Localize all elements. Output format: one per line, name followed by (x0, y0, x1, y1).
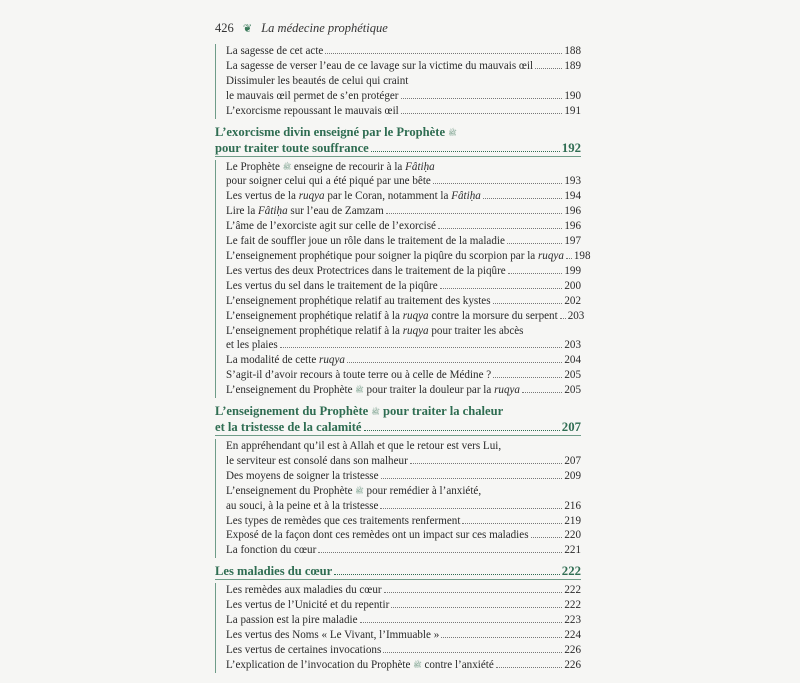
toc-entry (215, 613, 581, 628)
entry-text: Le Prophète ﷺ enseigne de recourir à la Fâtiḥa (226, 160, 435, 173)
dot-leader (410, 463, 563, 464)
toc-entry (215, 44, 581, 59)
honorific-symbol: ﷺ (355, 486, 364, 495)
dot-leader (381, 478, 563, 479)
entry-text: Les vertus des Noms « Le Vivant, l’Immuable » (226, 629, 440, 641)
entry-text: Les vertus de la ruqya par le Coran, notamment la Fâtiḥa (226, 190, 481, 203)
toc-entry (215, 598, 581, 613)
entry-page-number: 207 (564, 454, 581, 467)
entry-page-number: 200 (564, 279, 581, 292)
section-page-number: 207 (561, 420, 581, 435)
honorific-symbol: ﷺ (355, 386, 364, 395)
section-title-line: et la tristesse de la calamité (215, 420, 362, 435)
entry-text: Exposé de la façon dont ces remèdes ont un impact sur ces maladies (226, 529, 529, 542)
entry-text: L’exorcisme repoussant le mauvais œil (226, 104, 399, 117)
dot-leader (386, 213, 563, 214)
dot-leader (433, 183, 563, 184)
entry-page-number: 222 (564, 584, 581, 597)
toc-entry (215, 658, 581, 673)
entry-text: L’enseignement prophétique relatif à la ruqya contre la morsure du serpent (226, 309, 558, 322)
entry-text: La sagesse de verser l’eau de ce lavage sur la victime du mauvais œil (226, 59, 534, 72)
entry-text: En appréhendant qu’il est à Allah et que le retour est vers Lui, (226, 440, 502, 453)
entry-page-number: 205 (564, 384, 581, 397)
dot-leader (318, 552, 562, 553)
dot-leader (493, 303, 563, 304)
dot-leader (325, 53, 562, 54)
dot-leader (280, 347, 563, 348)
entry-text: La modalité de cette ruqya (226, 354, 345, 367)
toc-entry (215, 383, 581, 398)
entry-text: Des moyens de soigner la tristesse (226, 469, 379, 482)
entry-text: le serviteur est consolé dans son malheur (226, 454, 408, 467)
dot-leader (440, 288, 563, 289)
toc-entry (215, 294, 581, 309)
section-title-line: Les maladies du cœur (215, 564, 333, 579)
entry-text: L’âme de l’exorciste agit sur celle de l’exorcisé (226, 220, 436, 233)
section-page-number: 192 (561, 140, 581, 155)
entry-page-number: 205 (564, 369, 581, 382)
toc-entry (215, 643, 581, 658)
toc-entry (215, 353, 581, 368)
dot-leader (531, 537, 563, 538)
entry-text: L’enseignement prophétique pour soigner la piqûre du scorpion par la ruqya (226, 249, 564, 262)
page-number: 426 (215, 21, 234, 35)
entry-page-number: 221 (564, 544, 581, 557)
section-title-line: pour traiter toute souffrance (215, 140, 369, 155)
dot-leader (391, 607, 562, 608)
toc-entry (215, 368, 581, 383)
dot-leader (462, 523, 562, 524)
honorific-symbol: ﷺ (282, 162, 292, 171)
dot-leader (347, 362, 562, 363)
toc-entry (215, 279, 581, 294)
honorific-symbol: ﷺ (448, 128, 457, 137)
entry-text: au souci, à la peine et à la tristesse (226, 499, 379, 512)
toc-entry (215, 528, 581, 543)
toc-entry (215, 59, 581, 74)
dot-leader (360, 622, 563, 623)
toc-entry (215, 583, 581, 598)
entry-text: pour soigner celui qui a été piqué par une bête (226, 175, 431, 188)
dot-leader (496, 667, 563, 668)
honorific-symbol: ﷺ (371, 408, 380, 417)
dot-leader (383, 652, 562, 653)
entry-page-number: 209 (564, 469, 581, 482)
entry-page-number: 202 (564, 294, 581, 307)
entry-page-number: 190 (564, 89, 581, 102)
section-title-line: L’exorcisme divin enseigné par le Prophète ﷺ (215, 124, 457, 139)
toc-entry (215, 104, 581, 119)
section-title-line: L’enseignement du Prophète ﷺ pour traiter la chaleur (215, 404, 504, 419)
dot-leader (535, 68, 562, 69)
entry-text: Lire la Fâtiḥa sur l’eau de Zamzam (226, 205, 384, 218)
entry-text: L’enseignement du Prophète ﷺ pour remédier à l’anxiété, (226, 484, 482, 497)
entry-text: Le fait de souffler joue un rôle dans le traitement de la maladie (226, 235, 505, 248)
dot-leader (441, 637, 562, 638)
entry-text: Les vertus du sel dans le traitement de la piqûre (226, 279, 438, 292)
entry-page-number: 199 (564, 264, 581, 277)
dot-leader (438, 228, 562, 229)
toc-entry (215, 628, 581, 643)
entry-page-number: 198 (573, 249, 591, 262)
dot-leader (522, 392, 562, 393)
toc-entry (215, 219, 581, 234)
toc-entry (215, 234, 581, 249)
dot-leader (384, 592, 563, 593)
dot-leader (334, 574, 560, 575)
entry-text: La fonction du cœur (226, 544, 317, 557)
entry-page-number: 223 (564, 614, 581, 627)
section-heading (215, 564, 581, 580)
section-page-number: 222 (561, 564, 581, 579)
entry-text: La sagesse de cet acte (226, 45, 324, 57)
ornament-icon: ❦ (242, 23, 253, 35)
entry-page-number: 216 (564, 499, 581, 512)
dot-leader (566, 258, 572, 259)
entry-text: L’enseignement prophétique relatif à la ruqya pour traiter les abcès (226, 324, 524, 337)
entry-text: La passion est la pire maladie (226, 614, 358, 627)
entry-page-number: 203 (564, 339, 581, 352)
entry-page-number: 197 (564, 235, 581, 248)
toc-entry (215, 514, 581, 529)
entry-text: Les vertus des deux Protectrices dans le traitement de la piqûre (226, 264, 506, 277)
entry-text: Les vertus de l’Unicité et du repentir (226, 599, 390, 612)
entry-page-number: 196 (564, 220, 581, 233)
entry-page-number: 224 (564, 629, 581, 641)
entry-text: le mauvais œil permet de s’en protéger (226, 89, 399, 102)
entry-page-number: 189 (564, 59, 581, 72)
toc-entry (215, 189, 581, 204)
entry-page-number: 220 (564, 529, 581, 542)
toc-entry (215, 484, 581, 514)
toc-entry (215, 324, 581, 354)
dot-leader (560, 318, 566, 319)
toc-entry (215, 543, 581, 558)
entry-page-number: 219 (564, 514, 581, 527)
entry-text: Dissimuler les beautés de celui qui craint (226, 74, 409, 87)
entry-page-number: 188 (564, 45, 581, 57)
entry-text: Les remèdes aux maladies du cœur (226, 584, 382, 597)
dot-leader (483, 198, 563, 199)
section-heading (215, 404, 581, 436)
entry-text: L’enseignement du Prophète ﷺ pour traiter la douleur par la ruqya (226, 384, 520, 397)
entry-page-number: 193 (564, 175, 581, 188)
toc-entry (215, 74, 581, 104)
entry-page-number: 194 (564, 190, 581, 203)
entry-text: et les plaies (226, 339, 278, 352)
entry-text: Les types de remèdes que ces traitements renferment (226, 514, 461, 527)
book-title: La médecine prophétique (261, 21, 388, 35)
entry-text: S’agit-il d’avoir recours à toute terre ou à celle de Médine ? (226, 369, 492, 382)
entry-text: Les vertus de certaines invocations (226, 643, 382, 656)
toc-entry (215, 160, 581, 190)
toc-entry (215, 309, 585, 324)
entry-text: L’enseignement prophétique relatif au traitement des kystes (226, 294, 491, 307)
section-heading (215, 125, 581, 157)
honorific-symbol: ﷺ (413, 660, 422, 669)
toc-entry (215, 439, 581, 469)
entry-page-number: 222 (564, 599, 581, 612)
entry-page-number: 204 (564, 354, 581, 367)
toc-entry (215, 204, 581, 219)
dot-leader (401, 113, 563, 114)
dot-leader (371, 151, 560, 152)
entry-page-number: 226 (564, 658, 581, 671)
dot-leader (508, 273, 563, 274)
toc-entry (215, 249, 591, 264)
toc-entry (215, 469, 581, 484)
dot-leader (401, 98, 563, 99)
entry-page-number: 196 (564, 205, 581, 218)
toc-entry (215, 264, 581, 279)
running-header (215, 21, 388, 36)
entry-page-number: 203 (567, 309, 585, 322)
table-of-contents (215, 44, 591, 673)
entry-text: L’explication de l’invocation du Prophète ﷺ contre l’anxiété (226, 658, 494, 671)
dot-leader (507, 243, 562, 244)
dot-leader (364, 430, 560, 431)
dot-leader (493, 377, 562, 378)
dot-leader (380, 508, 562, 509)
entry-page-number: 226 (564, 643, 581, 656)
entry-page-number: 191 (564, 104, 581, 117)
